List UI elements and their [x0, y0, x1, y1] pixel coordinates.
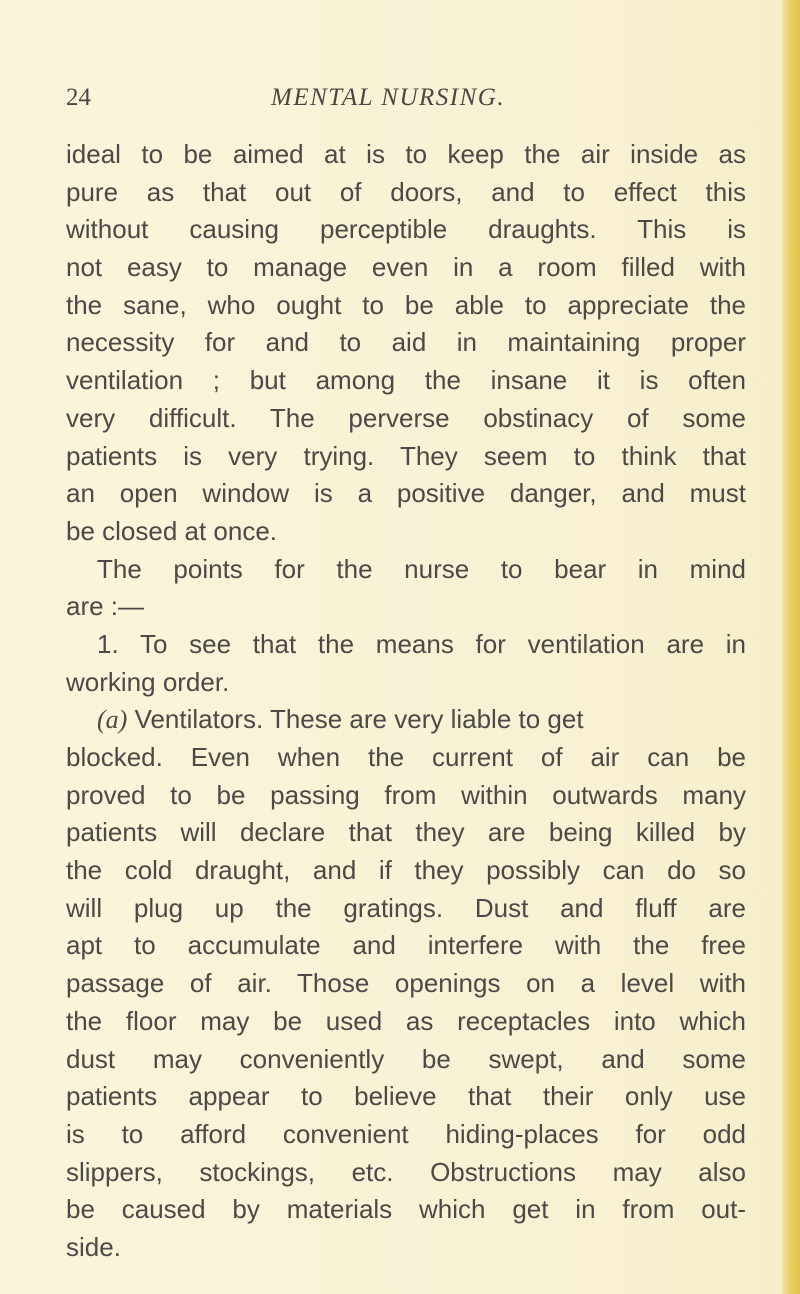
text-line: patients appear to believe that their only use: [66, 1081, 746, 1112]
text-line: be caused by materials which get in from out-: [66, 1194, 746, 1225]
text-line: 1. To see that the means for ventilation are in: [97, 628, 746, 659]
text-line: side.: [66, 1231, 121, 1262]
page-title: MENTAL NURSING.: [271, 84, 506, 111]
text-line: proved to be passing from within outwards many: [66, 779, 746, 810]
text-line: apt to accumulate and interfere with the free: [66, 930, 746, 961]
text-line: without causing perceptible draughts. This is: [66, 214, 746, 245]
text-line: is to afford convenient hiding-places for odd: [66, 1118, 746, 1149]
text-line: patients is very trying. They seem to think that: [66, 440, 746, 471]
text-line: not easy to manage even in a room filled with: [66, 252, 746, 283]
text-line: The points for the nurse to bear in mind: [97, 553, 746, 584]
text-line: Ventilators. These are very liable to get: [134, 704, 584, 735]
page-edge: [782, 0, 800, 1294]
body-text: [66, 136, 746, 1267]
text-line: an open window is a positive danger, and must: [66, 478, 746, 509]
text-line: very difficult. The perverse obstinacy of some: [66, 402, 746, 433]
text-line: dust may conveniently be swept, and some: [66, 1043, 746, 1074]
text-line: the floor may be used as receptacles into which: [66, 1005, 746, 1036]
text-line: blocked. Even when the current of air can be: [66, 742, 746, 772]
running-head: [66, 84, 756, 118]
text-line: pure as that out of doors, and to effect this: [66, 176, 746, 207]
text-line: working order.: [66, 666, 230, 697]
text-line: the sane, who ought to be able to appreciate the: [66, 289, 746, 320]
text-line: slippers, stockings, etc. Obstructions may also: [66, 1156, 746, 1187]
text-line: patients will declare that they are being killed by: [66, 817, 746, 848]
text-line: ideal to be aimed at is to keep the air inside as: [66, 139, 746, 169]
text-line: passage of air. Those openings on a level with: [66, 968, 746, 999]
text-line-with-marker: [66, 701, 746, 739]
text-line: will plug up the gratings. Dust and fluff are: [66, 892, 746, 923]
text-line: necessity for and to aid in maintaining proper: [66, 327, 746, 358]
text-line: the cold draught, and if they possibly can do so: [66, 855, 746, 886]
text-line: be closed at once.: [66, 515, 278, 546]
text-line: are :—: [66, 591, 145, 622]
item-marker: (a): [97, 705, 128, 735]
text-line: ventilation ; but among the insane it is often: [66, 365, 746, 396]
page-number: 24: [66, 84, 91, 111]
